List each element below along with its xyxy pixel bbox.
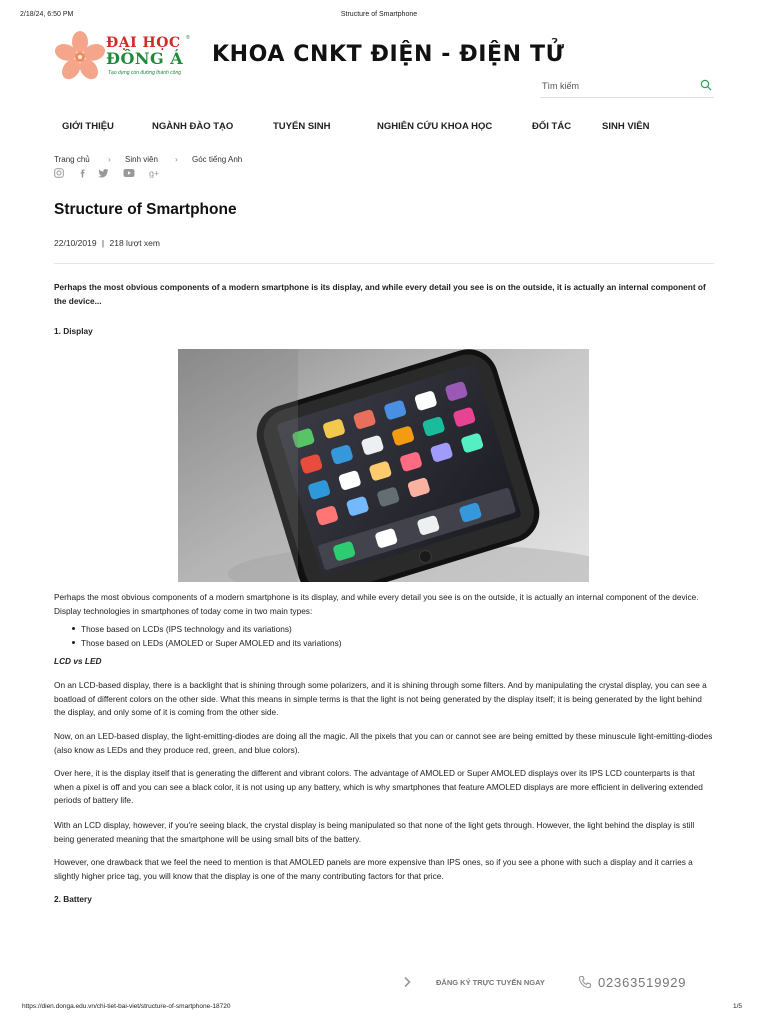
chevron-right-icon: ›	[108, 155, 111, 164]
youtube-icon[interactable]	[123, 168, 135, 178]
print-datetime: 2/18/24, 6:50 PM	[20, 11, 74, 18]
hotline-number[interactable]: 02363519929	[598, 975, 687, 990]
display-types-list	[72, 622, 732, 650]
nav-item-programs[interactable]: NGÀNH ĐÀO TẠO	[152, 121, 234, 132]
print-header	[20, 11, 738, 23]
svg-text:g+: g+	[149, 168, 160, 178]
article-date: 22/10/2019	[54, 238, 97, 248]
nav-item-students[interactable]: SINH VIÊN	[602, 121, 650, 132]
section-heading-battery: 2. Battery	[54, 894, 92, 904]
register-online-link[interactable]: ĐĂNG KÝ TRỰC TUYẾN NGAY	[436, 978, 545, 987]
breadcrumb-english-corner[interactable]: Góc tiếng Anh	[192, 155, 243, 164]
nav-item-admissions[interactable]: TUYỂN SINH	[273, 121, 331, 132]
page-url: https://dien.donga.edu.vn/chi-tiet-bai-viet/structure-of-smartphone-18720	[22, 1003, 231, 1010]
paragraph: However, one drawback that we feel the need to mention is that AMOLED panels are more expensive than IPS ones, so if you see a phone with such a display and it carries a slightly higher price tag, you will know that the display is one of the many contributing factors for that price.	[54, 857, 693, 881]
nav-item-partners[interactable]: ĐỐI TÁC	[532, 121, 572, 132]
flower-logo-icon	[54, 30, 106, 82]
breadcrumb-students[interactable]: Sinh viên	[125, 155, 158, 164]
paragraph: Over here, it is the display itself that is generating the different and vibrant colors. The advantage of AMOLED or Super AMOLED displays over its IPS LCD counterparts is that when a pixel is off and you can see a black color, it is not using up any battery, which is why smartphones that feature AMOLED displays are more efficient in delivering extended periods of battery life.	[54, 768, 703, 805]
list-item: Those based on LEDs (AMOLED or Super AMOLED and its variations)	[72, 636, 732, 650]
nav-item-about[interactable]: GIỚI THIỆU	[62, 121, 114, 132]
paragraph: With an LCD display, however, if you're seeing black, the crystal display is being manipulated so that none of the light gets through. However, the light behind the display is still being generated meaning that the smartphone will be using small bits of the battery.	[54, 820, 695, 844]
site-title: KHOA CNKT ĐIỆN - ĐIỆN TỬ	[212, 42, 565, 67]
list-item: Those based on LCDs (IPS technology and its variations)	[72, 622, 732, 636]
google-plus-icon[interactable]	[149, 168, 160, 178]
paragraph: Now, on an LED-based display, the light-emitting-diodes are doing all the magic. All the pixels that you can or cannot see are being emitted by these minuscule light-emitting-diodes (also know as LEDs and they produce red, green, and blue colors).	[54, 731, 713, 755]
chevron-right-icon[interactable]	[402, 976, 412, 988]
article-views: 218 lượt xem	[109, 238, 160, 248]
main-nav	[0, 118, 768, 136]
search-icon[interactable]	[700, 79, 712, 91]
logo-line1: ĐẠI HỌC	[106, 35, 181, 51]
page-number: 1/5	[732, 1003, 742, 1010]
chevron-right-icon: ›	[175, 155, 178, 164]
divider	[54, 263, 714, 264]
print-title: Structure of Smartphone	[340, 11, 418, 18]
paragraph: Perhaps the most obvious components of a modern smartphone is its display, and while every detail you see is on the outside, it is actually an internal component of the device. Display technologies in smartphones of today come in two main types:	[54, 592, 699, 616]
twitter-icon[interactable]	[98, 168, 109, 178]
smartphone-photo	[178, 349, 589, 582]
search-box[interactable]	[540, 76, 714, 98]
article-meta	[54, 238, 160, 248]
instagram-icon[interactable]	[54, 168, 64, 178]
phone-icon	[578, 975, 592, 989]
breadcrumb-home[interactable]: Trang chủ	[54, 155, 90, 164]
article-title: Structure of Smartphone	[54, 201, 237, 218]
search-input[interactable]: Tìm kiếm	[542, 81, 579, 91]
floating-contact-bar	[0, 970, 768, 996]
section-heading-display: 1. Display	[54, 326, 93, 336]
logo-line2: ĐÔNG Á	[106, 49, 184, 68]
logo-tagline: Tạo dựng con đường thành công	[108, 70, 182, 76]
meta-separator: |	[101, 238, 105, 248]
site-logo[interactable]	[54, 30, 204, 82]
logo-registered: ®	[186, 35, 190, 41]
facebook-icon[interactable]	[78, 168, 88, 178]
subheading-lcd-vs-led: LCD vs LED	[54, 656, 102, 666]
article-intro: Perhaps the most obvious components of a modern smartphone is its display, and while every detail you see is on the outside, it is actually an internal component of the device...	[54, 282, 706, 306]
nav-item-research[interactable]: NGHIÊN CỨU KHOA HỌC	[377, 121, 493, 132]
paragraph: On an LCD-based display, there is a backlight that is shining through some polarizers, and it is shining through some filters. And by manipulating the crystal display, you can see a boatload of different colors on the other side. What this means in simple terms is that the light is not being generated by the display itself; it is being generated by the light behind the display, and only some of it is coming from the other side.	[54, 680, 707, 717]
